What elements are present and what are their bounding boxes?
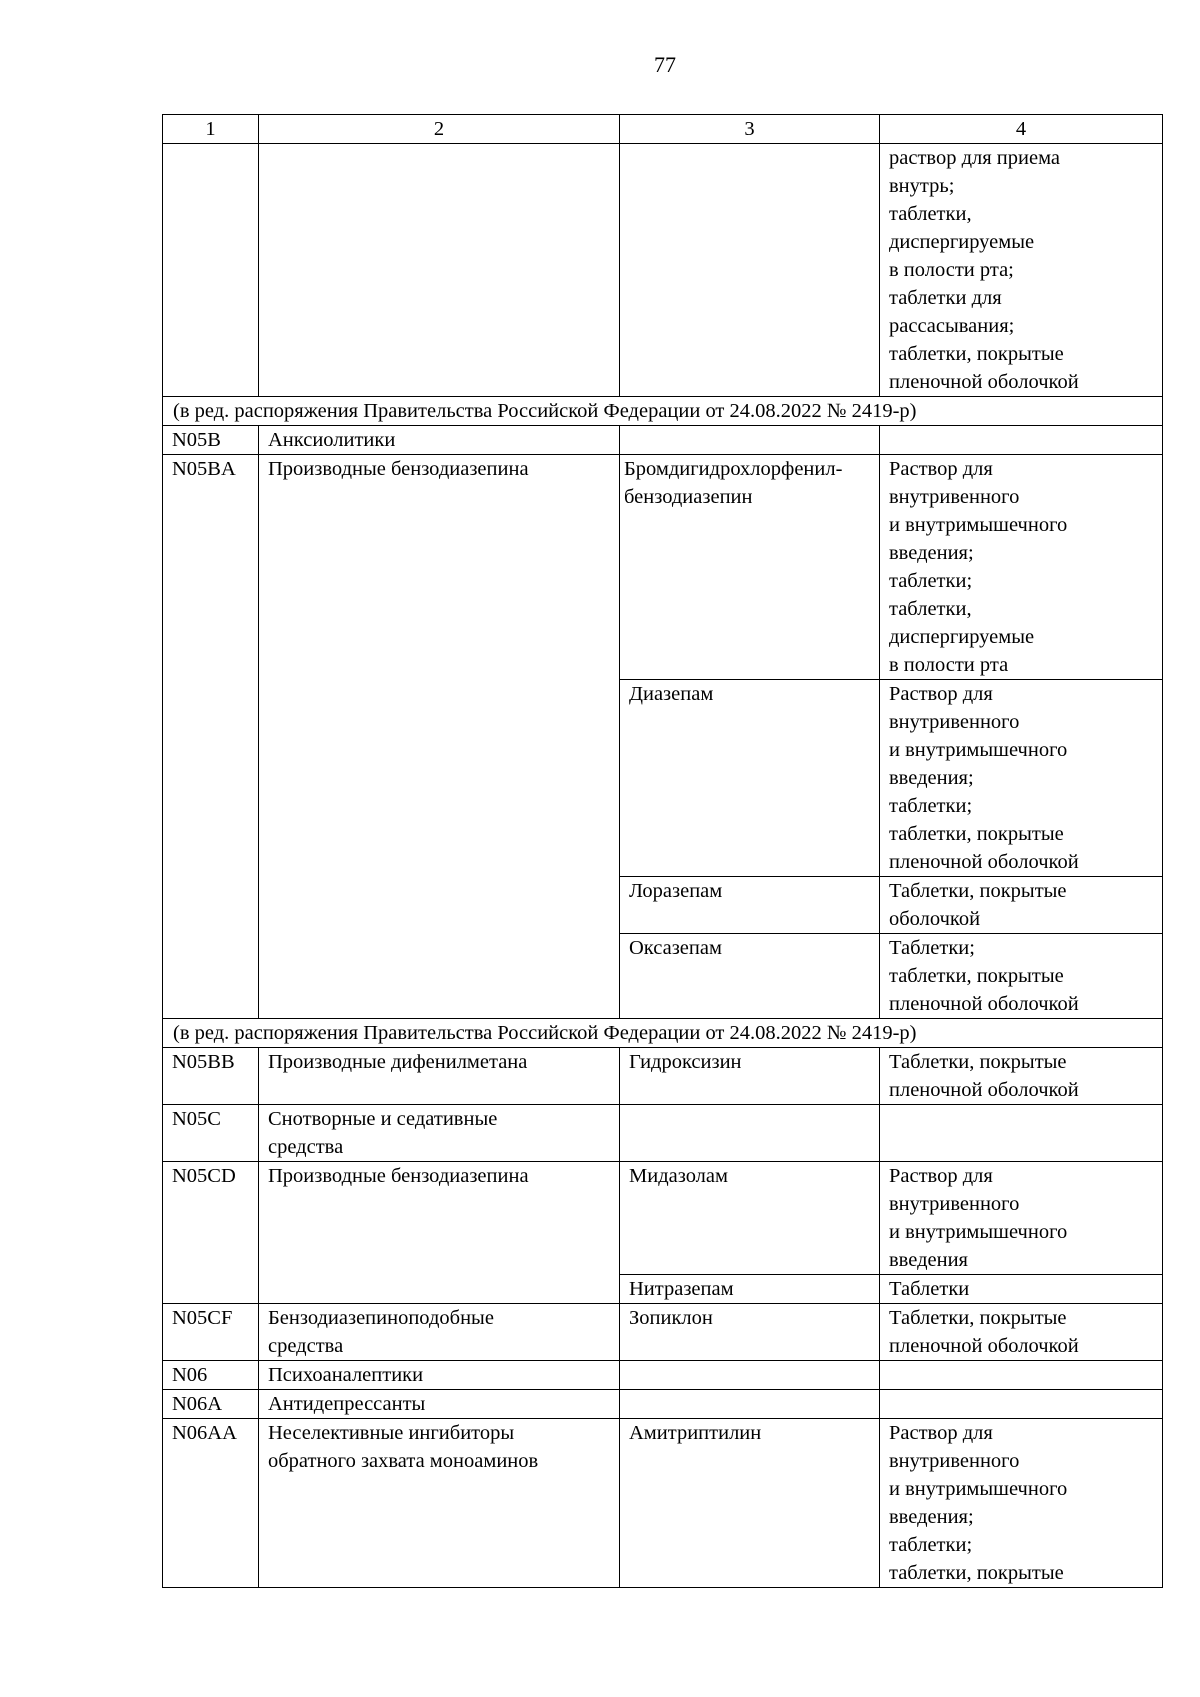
forms-cell (880, 1105, 1163, 1162)
forms-cell: Раствор для внутривенного и внутримышечного введения; таблетки; таблетки, покрытые пленочной оболочкой (880, 680, 1163, 877)
forms-cell: Раствор для внутривенного и внутримышечного введения (880, 1162, 1163, 1275)
forms-cell: Таблетки; таблетки, покрытые пленочной оболочкой (880, 934, 1163, 1019)
forms-cell (880, 1390, 1163, 1419)
drug-cell (620, 426, 880, 455)
table-row (163, 1162, 1163, 1275)
forms-cell: Таблетки, покрытые пленочной оболочкой (880, 1304, 1163, 1361)
drug-cell: Нитразепам (620, 1275, 880, 1304)
drug-cell (620, 1105, 880, 1162)
drug-cell (620, 1390, 880, 1419)
code-cell: N05BB (163, 1048, 259, 1105)
drug-cell: Амитриптилин (620, 1419, 880, 1588)
table-row (163, 455, 1163, 680)
name-cell: Анксиолитики (259, 426, 620, 455)
column-header-3: 3 (620, 115, 880, 144)
drug-cell: Бромдигидрохлорфенил- бензодиазепин (620, 455, 880, 680)
drug-cell (620, 144, 880, 397)
table-row (163, 1361, 1163, 1390)
name-cell: Бензодиазепиноподобные средства (259, 1304, 620, 1361)
name-cell: Антидепрессанты (259, 1390, 620, 1419)
code-cell (163, 144, 259, 397)
name-cell (259, 144, 620, 397)
column-header-2: 2 (259, 115, 620, 144)
code-cell: N05CF (163, 1304, 259, 1361)
name-cell: Психоаналептики (259, 1361, 620, 1390)
table-row (163, 144, 1163, 397)
forms-cell: Раствор для внутривенного и внутримышечного введения; таблетки; таблетки, покрытые (880, 1419, 1163, 1588)
drug-classification-table (162, 114, 1163, 1588)
code-cell: N05C (163, 1105, 259, 1162)
forms-cell: раствор для приема внутрь; таблетки, диспергируемые в полости рта; таблетки для рассасывания; таблетки, покрытые пленочной оболочкой (880, 144, 1163, 397)
forms-cell (880, 1361, 1163, 1390)
forms-cell: Таблетки, покрытые пленочной оболочкой (880, 1048, 1163, 1105)
forms-cell: Таблетки (880, 1275, 1163, 1304)
name-cell: Производные бензодиазепина (259, 455, 620, 1019)
amendment-note: (в ред. распоряжения Правительства Российской Федерации от 24.08.2022 № 2419-р) (163, 397, 1163, 426)
name-cell: Производные бензодиазепина (259, 1162, 620, 1304)
name-cell: Неселективные ингибиторы обратного захвата моноаминов (259, 1419, 620, 1588)
name-cell: Производные дифенилметана (259, 1048, 620, 1105)
table-row (163, 1304, 1163, 1361)
name-cell: Снотворные и седативные средства (259, 1105, 620, 1162)
drug-cell (620, 1361, 880, 1390)
code-cell: N05CD (163, 1162, 259, 1304)
drug-cell: Зопиклон (620, 1304, 880, 1361)
code-cell: N06AA (163, 1419, 259, 1588)
forms-cell: Раствор для внутривенного и внутримышечного введения; таблетки; таблетки, диспергируемые в полости рта (880, 455, 1163, 680)
forms-cell: Таблетки, покрытые оболочкой (880, 877, 1163, 934)
table-row (163, 1048, 1163, 1105)
table-row (163, 1390, 1163, 1419)
page-number: 77 (654, 52, 676, 77)
drug-cell: Диазепам (620, 680, 880, 877)
code-cell: N06A (163, 1390, 259, 1419)
amendment-note: (в ред. распоряжения Правительства Российской Федерации от 24.08.2022 № 2419-р) (163, 1019, 1163, 1048)
table-header-row (163, 115, 1163, 144)
drug-cell: Лоразепам (620, 877, 880, 934)
amendment-row (163, 1019, 1163, 1048)
code-cell: N05BA (163, 455, 259, 1019)
table-row (163, 1105, 1163, 1162)
table-row (163, 1419, 1163, 1588)
forms-cell (880, 426, 1163, 455)
drug-cell: Оксазепам (620, 934, 880, 1019)
amendment-row (163, 397, 1163, 426)
code-cell: N06 (163, 1361, 259, 1390)
drug-cell: Гидроксизин (620, 1048, 880, 1105)
column-header-1: 1 (163, 115, 259, 144)
code-cell: N05B (163, 426, 259, 455)
table-row (163, 426, 1163, 455)
drug-cell: Мидазолам (620, 1162, 880, 1275)
column-header-4: 4 (880, 115, 1163, 144)
